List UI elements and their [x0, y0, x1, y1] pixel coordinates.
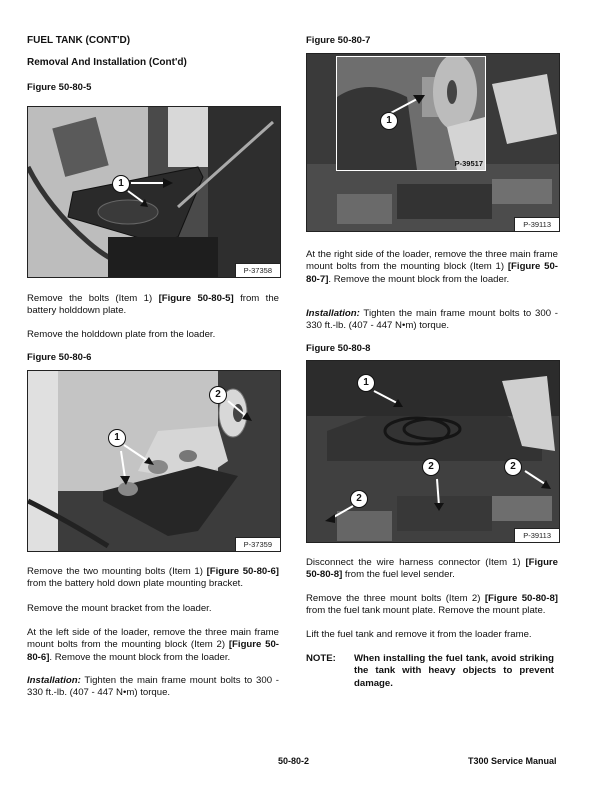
inset-illustration — [337, 57, 485, 170]
figure-5-label: Figure 50-80-5 — [27, 82, 92, 93]
note-block — [306, 653, 558, 690]
figure-7-label: Figure 50-80-7 — [306, 35, 371, 46]
callout-2: 2 — [422, 458, 440, 476]
paragraph: Remove the two mounting bolts (Item 1) [Figure 50-80-6] from the battery hold down plate mounting bracket. — [27, 566, 279, 590]
callout-2: 2 — [209, 386, 227, 404]
figure-reference: [Figure 50-80-8] — [306, 557, 558, 581]
manual-title: T300 Service Manual — [468, 756, 557, 766]
installation-paragraph: Installation: Tighten the main frame mount bolts to 300 - 330 ft.-lb. (407 - 447 N•m) torque. — [306, 308, 558, 332]
paragraph: Remove the mount bracket from the loader. — [27, 603, 212, 614]
paragraph: Lift the fuel tank and remove it from the loader frame. — [306, 629, 532, 640]
installation-label: Installation: — [306, 308, 360, 319]
callout-2: 2 — [350, 490, 368, 508]
figure-reference: [Figure 50-80-7] — [306, 261, 558, 285]
figure-reference: [Figure 50-80-8] — [484, 593, 558, 604]
figure-7-photo — [306, 53, 560, 232]
callout-2: 2 — [504, 458, 522, 476]
figure-5-illustration — [28, 107, 280, 277]
page-number: 50-80-2 — [278, 756, 310, 766]
paragraph: At the right side of the loader, remove the three main frame mount bolts from the mounting block (Item 1) [Figure 50-80-7]. Remove the mount block from the loader. — [306, 249, 558, 285]
figure-5-photo — [27, 106, 281, 278]
photo-code: P-39113 — [514, 217, 559, 231]
figure-6-illustration — [28, 371, 280, 551]
callout-1: 1 — [112, 175, 130, 193]
callout-1: 1 — [380, 112, 398, 130]
paragraph: At the left side of the loader, remove the three main frame mount bolts from the mounting block (Item 2) [Figure 50-80-6]. Remove the mount block from the loader. — [27, 627, 279, 663]
subsection-title: Removal And Installation (Cont'd) — [27, 57, 187, 68]
figure-8-illustration — [307, 361, 559, 542]
figure-8-photo — [306, 360, 560, 543]
inset-photo-code: P-39517 — [454, 159, 483, 168]
paragraph: Disconnect the wire harness connector (Item 1) [Figure 50-80-8] from the fuel level sender. — [306, 557, 558, 581]
installation-label: Installation: — [27, 675, 81, 686]
note-text: When installing the fuel tank, avoid striking the tank with heavy objects to prevent damage. — [354, 653, 554, 689]
callout-1: 1 — [357, 374, 375, 392]
figure-8-label: Figure 50-80-8 — [306, 343, 371, 354]
paragraph: Remove the bolts (Item 1) [Figure 50-80-5] from the battery holddown plate. — [27, 293, 279, 317]
photo-code: P-39113 — [514, 528, 559, 542]
paragraph: Remove the three mount bolts (Item 2) [Figure 50-80-8] from the fuel tank mount plate. Remove the mount plate. — [306, 593, 558, 617]
photo-code: P-37358 — [235, 263, 280, 277]
figure-reference: [Figure 50-80-6] — [27, 639, 279, 663]
figure-6-photo — [27, 370, 281, 552]
figure-reference: [Figure 50-80-6] — [206, 566, 279, 577]
callout-1: 1 — [108, 429, 126, 447]
installation-paragraph: Installation: Tighten the main frame mount bolts to 300 - 330 ft.-lb. (407 - 447 N•m) torque. — [27, 675, 279, 699]
detail-inset-photo — [336, 56, 486, 171]
figure-6-label: Figure 50-80-6 — [27, 352, 92, 363]
section-title: FUEL TANK (CONT'D) — [27, 35, 131, 46]
note-label: NOTE: — [306, 653, 336, 664]
photo-code: P-37359 — [235, 537, 280, 551]
paragraph: Remove the holddown plate from the loader. — [27, 329, 216, 340]
figure-reference: [Figure 50-80-5] — [158, 293, 234, 304]
